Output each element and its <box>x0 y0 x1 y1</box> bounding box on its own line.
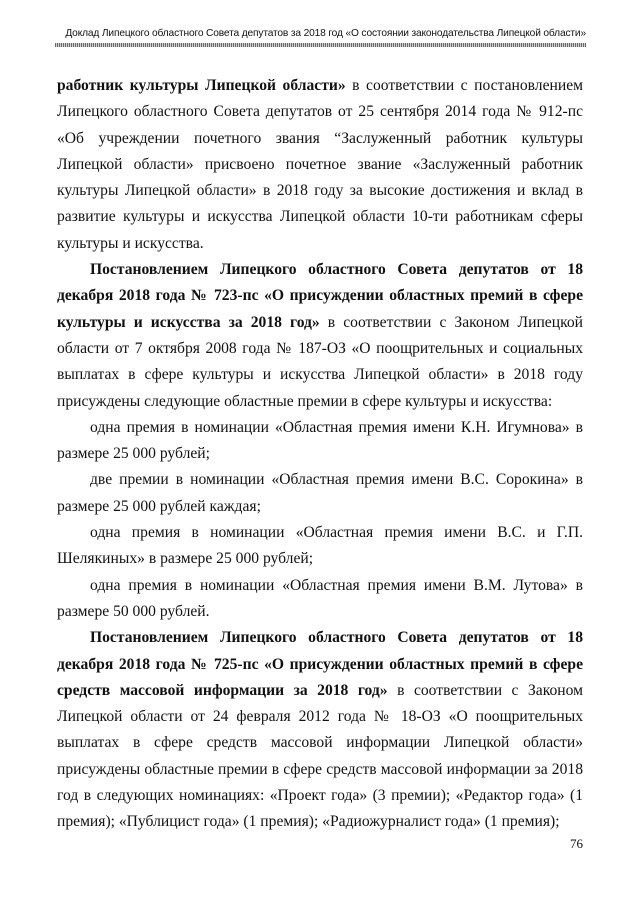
paragraph <box>57 73 583 257</box>
document-body <box>57 73 583 836</box>
paragraph-text: две премии в номинации «Областная премия имени В.С. Сорокина» в размере 25 000 рублей каждая; <box>57 471 583 515</box>
page-number: 76 <box>570 836 583 851</box>
paragraph <box>57 520 583 573</box>
paragraph <box>57 467 583 520</box>
paragraph <box>57 257 583 415</box>
paragraph <box>57 415 583 468</box>
paragraph-text: в соответствии с Законом Липецкой области от 24 февраля 2012 года № 18-ОЗ «О поощрительных выплатах в сфере средств массовой информации Липецкой области» присуждены областные премии в сфере средств массовой информации за 2018 год в следующих номинациях: «Проект года» (3 премии); «Редактор года» (1 премия); «Публицист года» (1 премия); «Радиожурналист года» (1 премия); <box>57 681 584 831</box>
header-rule <box>55 43 586 47</box>
paragraph-text: в соответствии с постановлением Липецкого областного Совета депутатов от 25 сентября 2014 года № 912-пс «Об учреждении почетного звания “Заслуженный работник культуры Липецкой области» присвоено почетное звание «Заслуженный работник культуры Липецкой области» в 2018 году за высокие достижения и вклад в развитие культуры и искусства Липецкой области 10-ти работникам сферы культуры и искусства. <box>57 77 583 252</box>
paragraph-text: одна премия в номинации «Областная премия имени В.С. и Г.П. Шелякиных» в размере 25 000 рублей; <box>57 524 583 568</box>
paragraph-text: одна премия в номинации «Областная премия имени К.Н. Игумнова» в размере 25 000 рублей; <box>57 418 583 463</box>
paragraph-text: в соответствии с Законом Липецкой области от 7 октября 2008 года № 187-ОЗ «О поощрительных и социальных выплатах в сфере культуры и искусства Липецкой области» в 2018 году присуждены следующие областные премии в сфере культуры и искусства: <box>57 313 583 410</box>
paragraph-text: одна премия в номинации «Областная премия имени В.М. Лутова» в размере 50 000 рублей. <box>57 576 583 620</box>
paragraph-bold: работник культуры Липецкой области» <box>57 77 346 94</box>
paragraph <box>57 625 583 835</box>
paragraph-bold: Постановлением Липецкого областного Совета депутатов от 18 декабря 2018 года № 723-пс «О присуждении областных премий в сфере культуры и искусства за 2018 год» <box>57 261 583 331</box>
paragraph <box>57 573 583 626</box>
paragraph-bold: Постановлением Липецкого областного Совета депутатов от 18 декабря 2018 года № 725-пс «О присуждении областных премий в сфере средств массовой информации за 2018 год» <box>57 629 583 699</box>
running-header: Доклад Липецкого областного Совета депутатов за 2018 год «О состоянии законодательства Липецкой области» <box>65 28 586 39</box>
